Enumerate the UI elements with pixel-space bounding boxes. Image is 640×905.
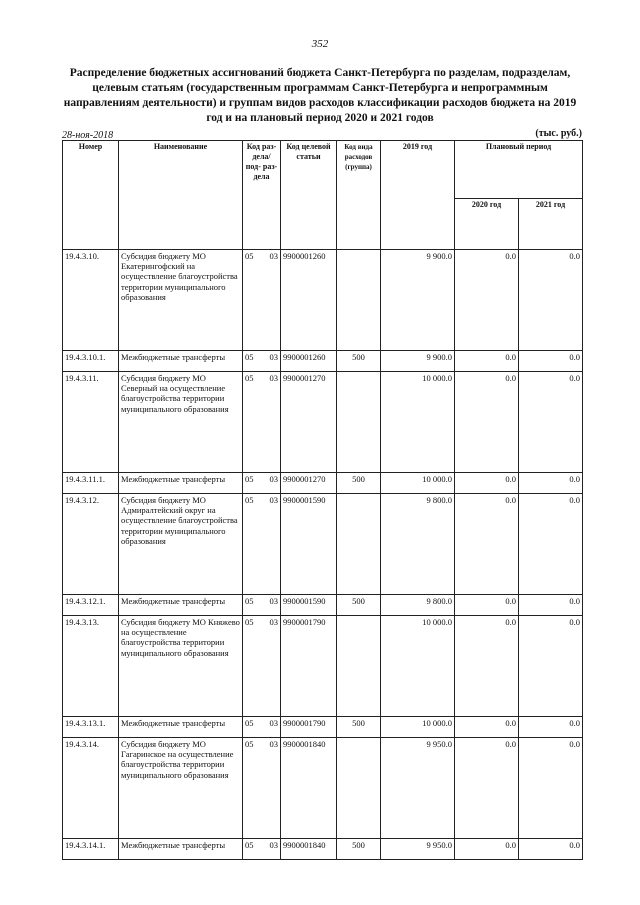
row-target-code: 9900001840 — [281, 839, 337, 860]
row-number: 19.4.3.13. — [63, 616, 119, 717]
header-target-code: Код целевой статьи — [281, 141, 337, 250]
section-code: 05 — [245, 718, 254, 728]
row-value-2021: 0.0 — [519, 738, 583, 839]
row-name: Межбюджетные трансферты — [119, 839, 243, 860]
row-section-code — [243, 250, 281, 351]
row-expense-type-code: 500 — [337, 473, 381, 494]
row-value-2021: 0.0 — [519, 839, 583, 860]
header-year-2019: 2019 год — [381, 141, 455, 250]
row-target-code: 9900001260 — [281, 351, 337, 372]
row-target-code: 9900001270 — [281, 372, 337, 473]
subsection-code: 03 — [269, 373, 278, 383]
section-code: 05 — [245, 617, 254, 627]
section-code: 05 — [245, 474, 254, 484]
row-name: Межбюджетные трансферты — [119, 717, 243, 738]
row-section-code — [243, 616, 281, 717]
subsection-code: 03 — [269, 840, 278, 850]
row-value-2019: 9 800.0 — [381, 494, 455, 595]
section-code: 05 — [245, 596, 254, 606]
row-value-2019: 9 950.0 — [381, 738, 455, 839]
row-value-2021: 0.0 — [519, 616, 583, 717]
section-code: 05 — [245, 840, 254, 850]
row-expense-type-code — [337, 616, 381, 717]
row-name: Межбюджетные трансферты — [119, 351, 243, 372]
row-number: 19.4.3.12.1. — [63, 595, 119, 616]
row-section-code — [243, 738, 281, 839]
table-row — [63, 372, 583, 473]
row-target-code: 9900001260 — [281, 250, 337, 351]
row-name: Субсидия бюджету МО Северный на осуществление благоустройства территории муниципального образования — [119, 372, 243, 473]
row-value-2020: 0.0 — [455, 494, 519, 595]
row-value-2020: 0.0 — [455, 372, 519, 473]
subsection-code: 03 — [269, 474, 278, 484]
row-value-2021: 0.0 — [519, 250, 583, 351]
row-section-code — [243, 494, 281, 595]
row-number: 19.4.3.13.1. — [63, 717, 119, 738]
row-value-2019: 10 000.0 — [381, 616, 455, 717]
section-code: 05 — [245, 495, 254, 505]
row-value-2020: 0.0 — [455, 473, 519, 494]
header-plan-period: Плановый период — [455, 141, 583, 199]
row-value-2021: 0.0 — [519, 595, 583, 616]
row-target-code: 9900001270 — [281, 473, 337, 494]
row-name: Субсидия бюджету МО Гагаринское на осуществление благоустройства территории муниципального образования — [119, 738, 243, 839]
row-section-code — [243, 372, 281, 473]
row-number: 19.4.3.10.1. — [63, 351, 119, 372]
row-value-2019: 9 800.0 — [381, 595, 455, 616]
section-code: 05 — [245, 373, 254, 383]
header-section-code: Код раз- дела/ под- раз- дела — [243, 141, 281, 250]
subsection-code: 03 — [269, 352, 278, 362]
row-number: 19.4.3.11. — [63, 372, 119, 473]
row-value-2020: 0.0 — [455, 250, 519, 351]
row-section-code — [243, 595, 281, 616]
row-value-2019: 10 000.0 — [381, 372, 455, 473]
header-year-2020: 2020 год — [455, 198, 519, 249]
row-expense-type-code — [337, 494, 381, 595]
row-value-2020: 0.0 — [455, 738, 519, 839]
document-title: Распределение бюджетных ассигнований бюджета Санкт-Петербурга по разделам, подразделам, целевым статьям (государственным программам Санкт-Петербурга и непрограммным направлениям деятельности) и группам видов расходов классификации расходов бюджета на 2019 год и на плановый период 2020 и 2021 годов — [63, 67, 577, 124]
row-value-2021: 0.0 — [519, 717, 583, 738]
subsection-code: 03 — [269, 739, 278, 749]
document-date: 28-ноя-2018 — [62, 130, 114, 141]
row-expense-type-code: 500 — [337, 351, 381, 372]
row-section-code — [243, 717, 281, 738]
row-value-2019: 9 900.0 — [381, 250, 455, 351]
table-row — [63, 616, 583, 717]
row-section-code — [243, 839, 281, 860]
budget-table — [62, 140, 583, 860]
section-code: 05 — [245, 352, 254, 362]
row-target-code: 9900001590 — [281, 595, 337, 616]
table-row — [63, 351, 583, 372]
row-number: 19.4.3.14.1. — [63, 839, 119, 860]
row-value-2019: 9 900.0 — [381, 351, 455, 372]
table-row — [63, 717, 583, 738]
row-value-2020: 0.0 — [455, 351, 519, 372]
table-row — [63, 250, 583, 351]
units-label: (тыс. руб.) — [535, 128, 582, 139]
section-code: 05 — [245, 251, 254, 261]
row-name: Субсидия бюджету МО Екатерингофский на осуществление благоустройства территории муниципального образования — [119, 250, 243, 351]
row-value-2019: 10 000.0 — [381, 473, 455, 494]
row-target-code: 9900001840 — [281, 738, 337, 839]
subsection-code: 03 — [269, 718, 278, 728]
table-row — [63, 738, 583, 839]
header-year-2021: 2021 год — [519, 198, 583, 249]
subsection-code: 03 — [269, 617, 278, 627]
table-row — [63, 494, 583, 595]
header-number: Номер — [63, 141, 119, 250]
row-target-code: 9900001790 — [281, 616, 337, 717]
row-value-2021: 0.0 — [519, 372, 583, 473]
row-expense-type-code — [337, 250, 381, 351]
table-row — [63, 595, 583, 616]
budget-table-body — [63, 250, 583, 860]
table-row — [63, 839, 583, 860]
row-number: 19.4.3.14. — [63, 738, 119, 839]
row-value-2020: 0.0 — [455, 616, 519, 717]
row-expense-type-code — [337, 372, 381, 473]
row-name: Субсидия бюджету МО Княжево на осуществление благоустройства территории муниципального образования — [119, 616, 243, 717]
row-value-2021: 0.0 — [519, 473, 583, 494]
table-row — [63, 473, 583, 494]
row-target-code: 9900001590 — [281, 494, 337, 595]
subsection-code: 03 — [269, 495, 278, 505]
row-value-2019: 10 000.0 — [381, 717, 455, 738]
page-number: 352 — [311, 38, 329, 50]
row-value-2020: 0.0 — [455, 595, 519, 616]
row-number: 19.4.3.11.1. — [63, 473, 119, 494]
row-number: 19.4.3.12. — [63, 494, 119, 595]
header-name: Наименование — [119, 141, 243, 250]
row-expense-type-code — [337, 738, 381, 839]
row-target-code: 9900001790 — [281, 717, 337, 738]
row-value-2021: 0.0 — [519, 494, 583, 595]
row-name: Субсидия бюджету МО Адмиралтейский округ на осуществление благоустройства территории муниципального образования — [119, 494, 243, 595]
row-name: Межбюджетные трансферты — [119, 595, 243, 616]
section-code: 05 — [245, 739, 254, 749]
row-expense-type-code: 500 — [337, 595, 381, 616]
row-value-2020: 0.0 — [455, 717, 519, 738]
header-expense-type-code: Код вида расходов (группа) — [337, 141, 381, 250]
subsection-code: 03 — [269, 251, 278, 261]
row-number: 19.4.3.10. — [63, 250, 119, 351]
row-expense-type-code: 500 — [337, 839, 381, 860]
row-section-code — [243, 473, 281, 494]
row-value-2021: 0.0 — [519, 351, 583, 372]
row-section-code — [243, 351, 281, 372]
row-expense-type-code: 500 — [337, 717, 381, 738]
row-value-2020: 0.0 — [455, 839, 519, 860]
subsection-code: 03 — [269, 596, 278, 606]
row-value-2019: 9 950.0 — [381, 839, 455, 860]
row-name: Межбюджетные трансферты — [119, 473, 243, 494]
